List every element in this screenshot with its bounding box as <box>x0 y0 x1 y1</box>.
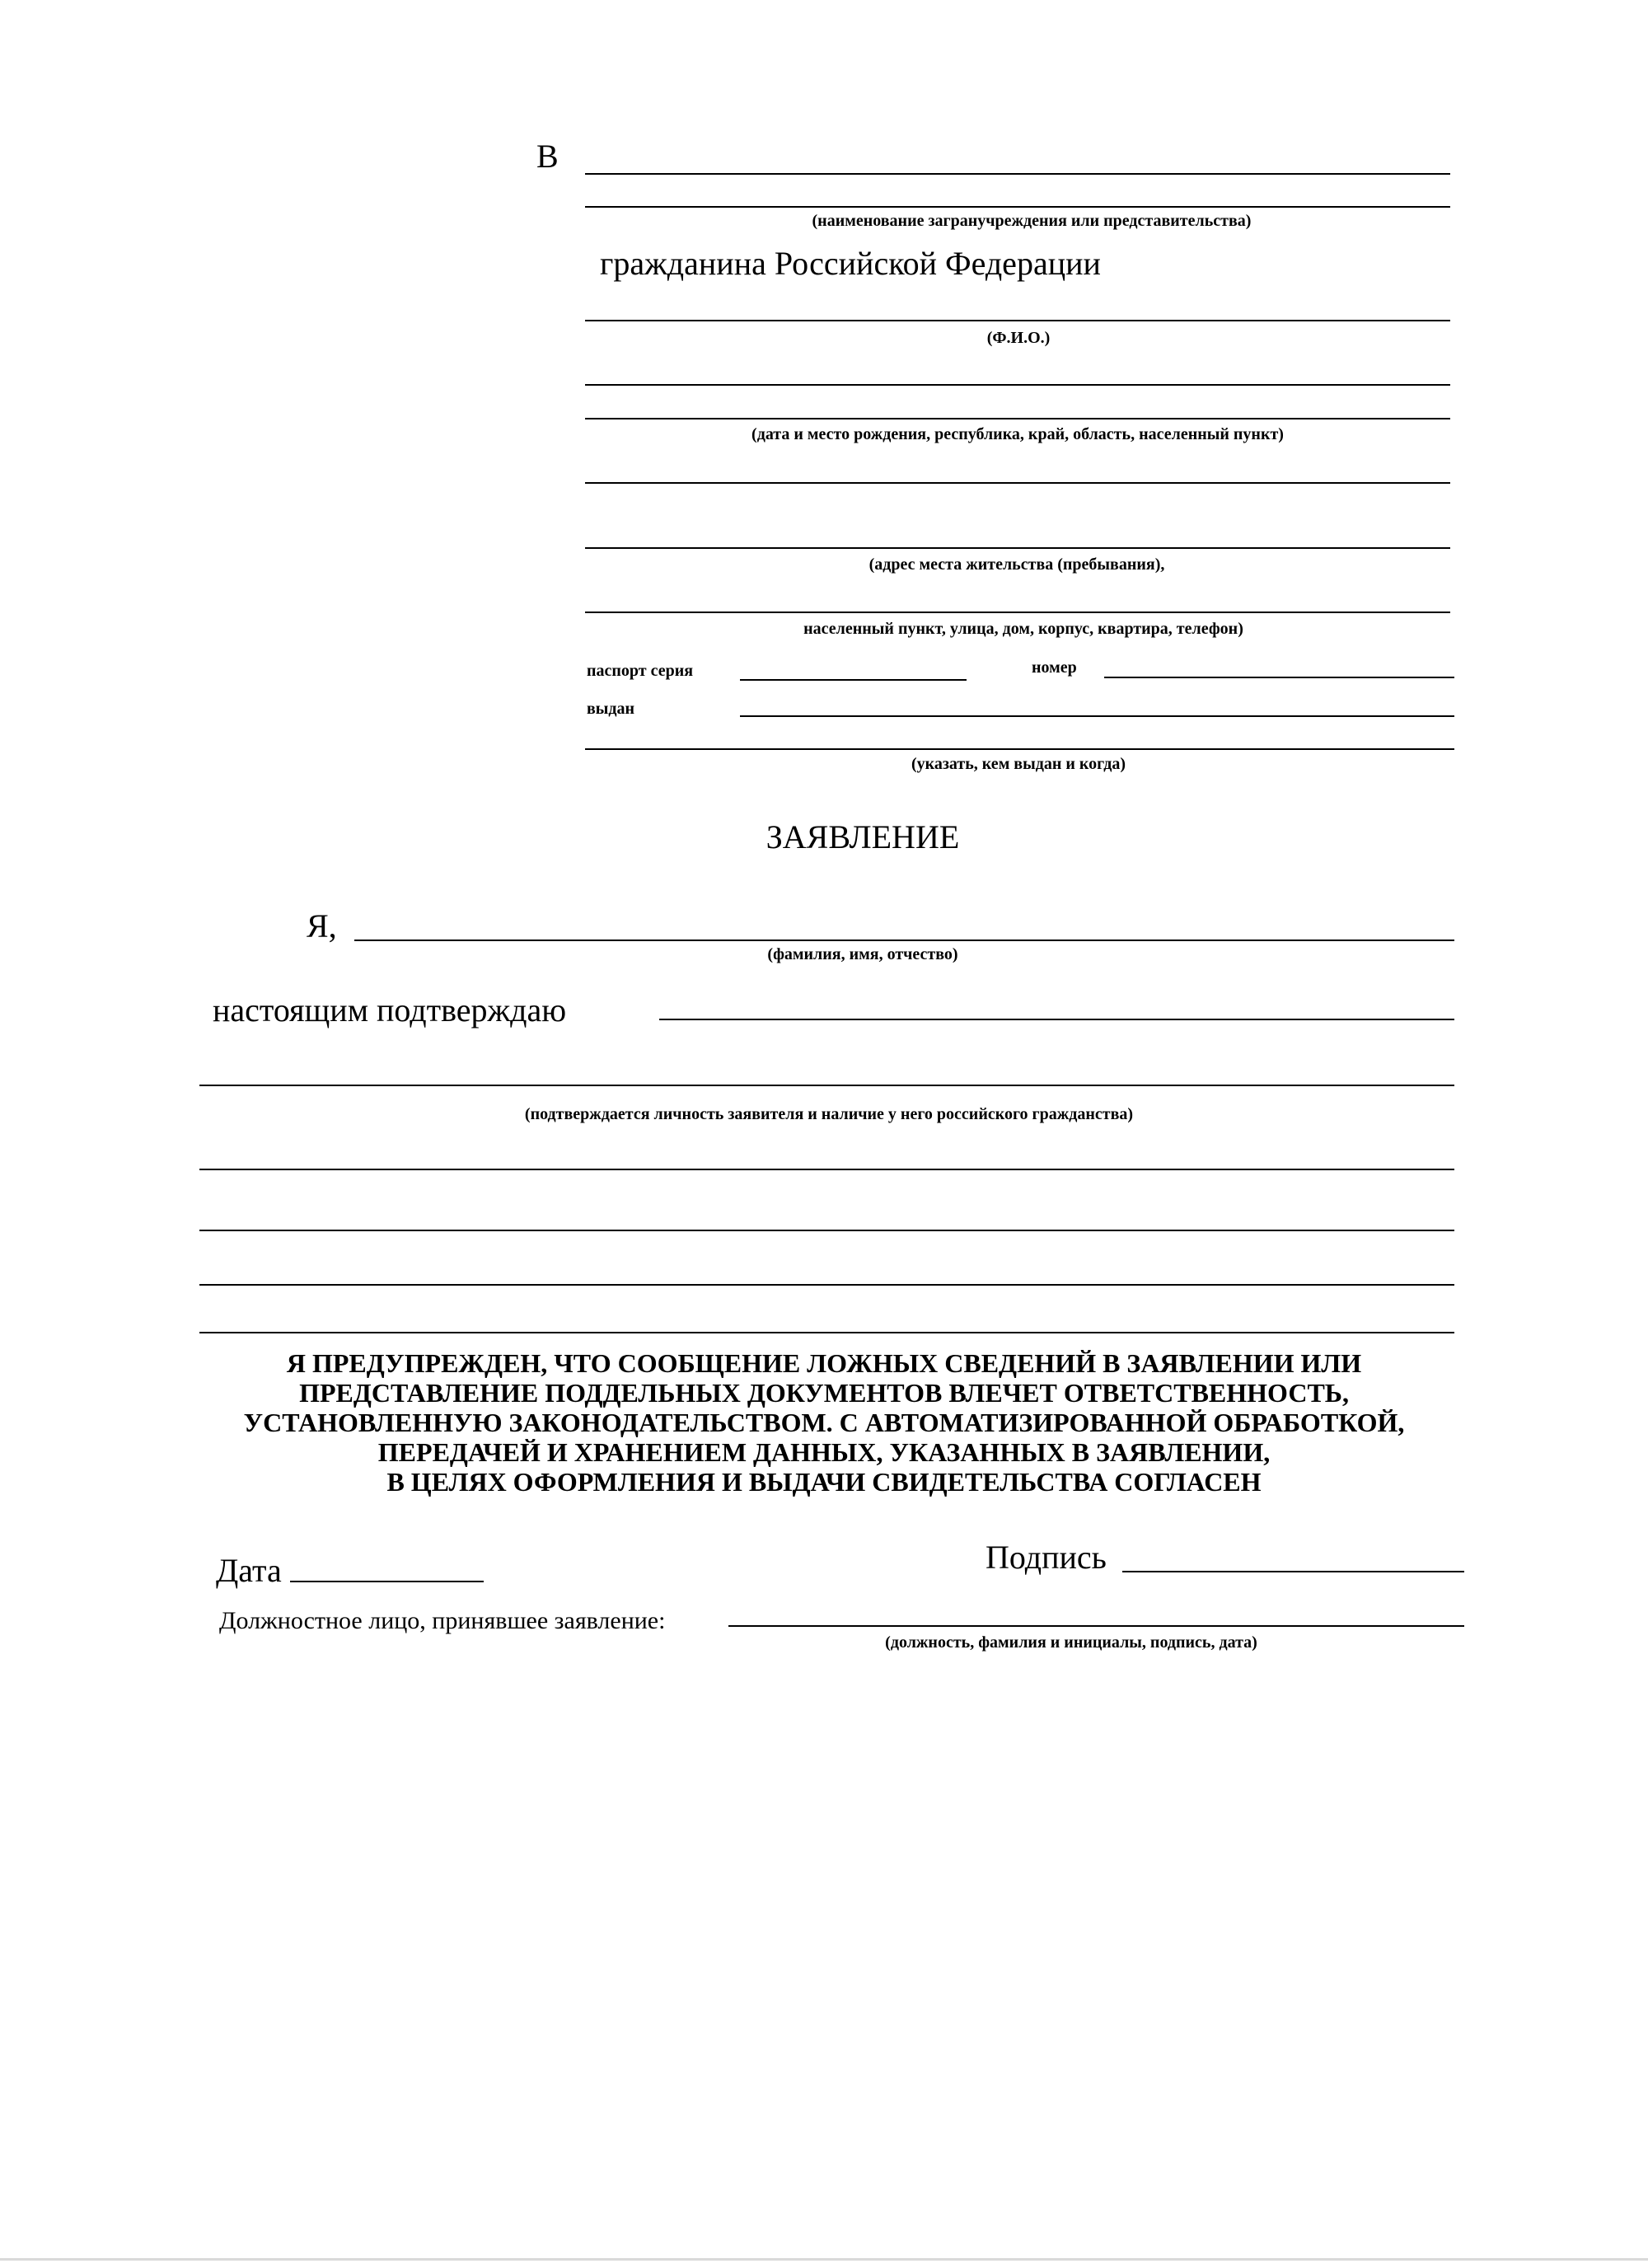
confirm-label: настоящим подтверждаю <box>213 991 567 1029</box>
confirm-field-4[interactable] <box>199 1230 1454 1231</box>
birth-line-2[interactable] <box>585 418 1450 419</box>
statement-title: ЗАЯВЛЕНИЕ <box>765 818 960 855</box>
citizen-heading: гражданина Российской Федерации <box>600 245 1101 282</box>
applicant-name-field[interactable] <box>354 940 1454 941</box>
passport-series-field[interactable] <box>740 679 967 681</box>
date-field[interactable] <box>290 1581 484 1582</box>
passport-series-label: паспорт серия <box>587 662 694 680</box>
warning-line: УСТАНОВЛЕННУЮ ЗАКОНОДАТЕЛЬСТВОМ. С АВТОМАТИЗИРОВАННОЙ ОБРАБОТКОЙ, <box>243 1408 1405 1437</box>
birth-caption: (дата и место рождения, республика, край, область, населенный пункт) <box>751 425 1284 443</box>
confirm-field-3[interactable] <box>199 1169 1454 1170</box>
address-caption-2: населенный пункт, улица, дом, корпус, квартира, телефон) <box>803 620 1243 638</box>
fio-line[interactable] <box>585 320 1450 321</box>
institution-line-2[interactable] <box>585 206 1450 208</box>
issued-label: выдан <box>587 700 635 718</box>
issued-caption: (указать, кем выдан и когда) <box>911 755 1126 773</box>
confirm-field-2[interactable] <box>199 1085 1454 1086</box>
birth-line-1[interactable] <box>585 384 1450 386</box>
warning-line: В ЦЕЛЯХ ОФОРМЛЕНИЯ И ВЫДАЧИ СВИДЕТЕЛЬСТВА СОГЛАСЕН <box>386 1467 1262 1497</box>
scan-edge <box>0 2258 1648 2261</box>
liability-warning <box>206 1348 1442 1497</box>
confirm-caption: (подтверждается личность заявителя и наличие у него российского гражданства) <box>524 1105 1134 1123</box>
official-label: Должностное лицо, принявшее заявление: <box>219 1607 666 1634</box>
warning-line: ПРЕДСТАВЛЕНИЕ ПОДДЕЛЬНЫХ ДОКУМЕНТОВ ВЛЕЧЕТ ОТВЕТСТВЕННОСТЬ, <box>299 1378 1349 1408</box>
date-label: Дата <box>216 1552 282 1589</box>
passport-number-label: номер <box>1032 658 1077 677</box>
signature-label: Подпись <box>986 1539 1107 1576</box>
official-field[interactable] <box>728 1625 1464 1627</box>
confirm-field-6[interactable] <box>199 1332 1454 1333</box>
institution-caption: (наименование загранучреждения или представительства) <box>812 212 1252 230</box>
institution-line-1[interactable] <box>585 173 1450 175</box>
fio-caption: (Ф.И.О.) <box>986 329 1051 347</box>
official-caption: (должность, фамилия и инициалы, подпись, дата) <box>885 1633 1257 1652</box>
warning-line: ПЕРЕДАЧЕЙ И ХРАНЕНИЕМ ДАННЫХ, УКАЗАННЫХ В ЗАЯВЛЕНИИ, <box>377 1437 1271 1467</box>
confirm-field-1[interactable] <box>659 1019 1454 1020</box>
passport-number-field[interactable] <box>1104 677 1454 678</box>
to-prefix: В <box>536 138 559 175</box>
issued-field-1[interactable] <box>740 715 1454 717</box>
address-line-3[interactable] <box>585 612 1450 613</box>
warning-line: Я ПРЕДУПРЕЖДЕН, ЧТО СООБЩЕНИЕ ЛОЖНЫХ СВЕДЕНИЙ В ЗАЯВЛЕНИИ ИЛИ <box>286 1348 1362 1378</box>
issued-field-2[interactable] <box>585 748 1454 750</box>
applicant-name-caption: (фамилия, имя, отчество) <box>767 945 958 963</box>
address-caption-1: (адрес места жительства (пребывания), <box>868 555 1165 574</box>
i-label: Я, <box>307 907 337 944</box>
address-line-2[interactable] <box>585 547 1450 549</box>
address-line-1[interactable] <box>585 482 1450 484</box>
signature-field[interactable] <box>1122 1571 1464 1572</box>
confirm-field-5[interactable] <box>199 1284 1454 1286</box>
